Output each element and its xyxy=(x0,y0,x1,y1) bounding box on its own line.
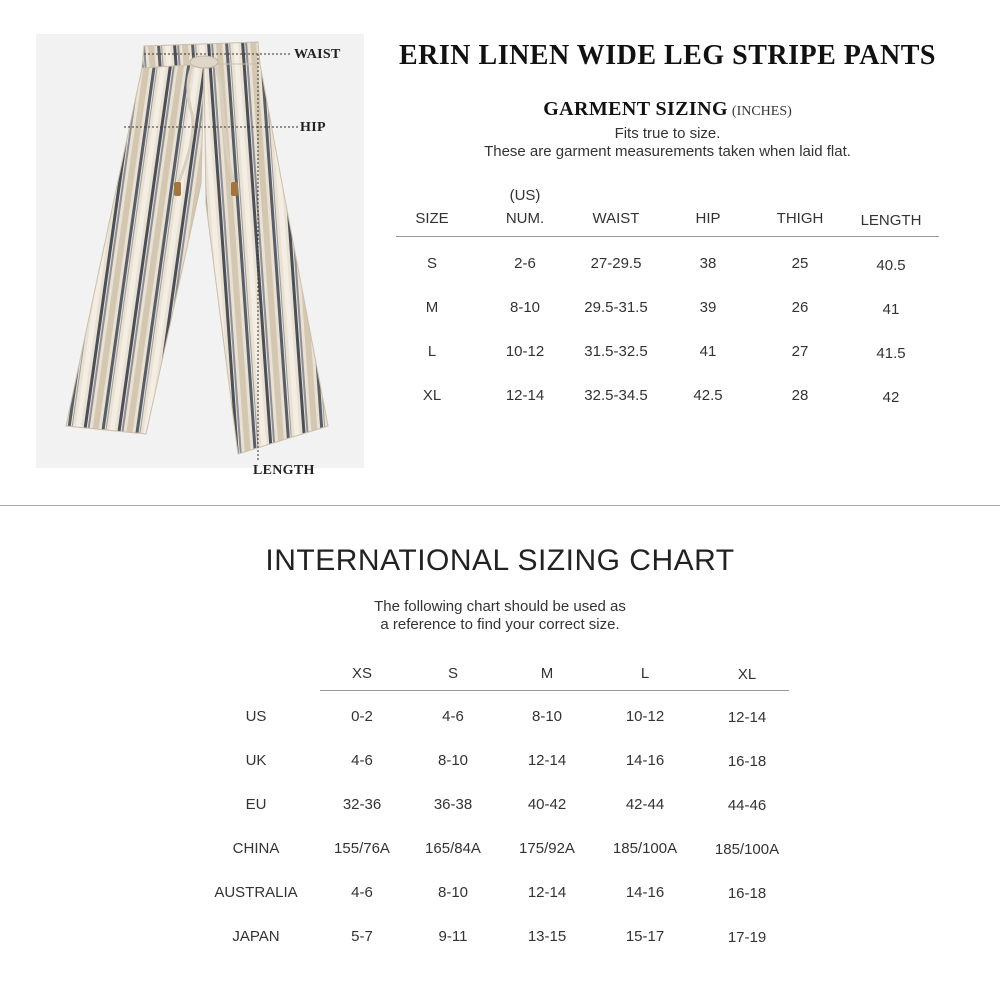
col-header-hip: HIP xyxy=(695,210,721,227)
garment-cell-thigh: 28 xyxy=(791,387,809,404)
intl-col-header: XS xyxy=(351,665,373,682)
intl-cell: 14-16 xyxy=(625,752,665,769)
intl-cell: 40-42 xyxy=(527,796,567,813)
garment-cell-num: 8-10 xyxy=(509,299,541,316)
intl-region-label: UK xyxy=(245,752,267,769)
intl-cell: 17-19 xyxy=(727,929,767,946)
intl-cell: 4-6 xyxy=(351,884,373,901)
garment-cell-size: L xyxy=(427,343,437,360)
intl-cell: 13-15 xyxy=(527,928,567,945)
garment-cell-length: 41.5 xyxy=(876,345,906,362)
intl-region-label: AUSTRALIA xyxy=(214,884,298,901)
garment-sizing-unit: (INCHES) xyxy=(731,104,792,119)
col-header-num-top: (US) xyxy=(509,187,541,204)
intl-cell: 8-10 xyxy=(531,708,563,725)
hip-label: HIP xyxy=(300,120,326,135)
intl-cell: 175/92A xyxy=(519,840,575,857)
garment-cell-thigh: 25 xyxy=(791,255,809,272)
intl-cell: 8-10 xyxy=(437,752,469,769)
col-header-thigh: THIGH xyxy=(776,210,824,227)
intl-cell: 185/100A xyxy=(714,841,780,858)
intl-cell: 32-36 xyxy=(342,796,382,813)
intl-cell: 44-46 xyxy=(727,797,767,814)
garment-cell-waist: 27-29.5 xyxy=(590,255,642,272)
intl-cell: 42-44 xyxy=(625,796,665,813)
garment-cell-hip: 41 xyxy=(699,343,717,360)
col-header-waist: WAIST xyxy=(592,210,640,227)
fit-note-line1: Fits true to size. xyxy=(614,125,721,142)
garment-cell-hip: 38 xyxy=(699,255,717,272)
col-header-num: NUM. xyxy=(505,210,545,227)
garment-cell-size: XL xyxy=(422,387,442,404)
intl-cell: 14-16 xyxy=(625,884,665,901)
international-note-line1: The following chart should be used as xyxy=(374,598,626,615)
waist-label: WAIST xyxy=(294,47,341,62)
intl-cell: 16-18 xyxy=(727,753,767,770)
intl-cell: 0-2 xyxy=(351,708,373,725)
intl-cell: 15-17 xyxy=(625,928,665,945)
garment-cell-size: S xyxy=(426,255,438,272)
intl-col-header: XL xyxy=(737,666,757,683)
intl-cell: 12-14 xyxy=(527,884,567,901)
garment-cell-thigh: 27 xyxy=(791,343,809,360)
intl-cell: 12-14 xyxy=(727,709,767,726)
intl-cell: 8-10 xyxy=(437,884,469,901)
garment-cell-length: 40.5 xyxy=(876,257,906,274)
garment-cell-waist: 32.5-34.5 xyxy=(584,387,648,404)
intl-cell: 165/84A xyxy=(425,840,481,857)
intl-region-label: CHINA xyxy=(232,840,280,857)
garment-sizing-title: GARMENT SIZING xyxy=(543,98,728,120)
intl-cell: 10-12 xyxy=(625,708,665,725)
garment-cell-num: 12-14 xyxy=(505,387,545,404)
intl-cell: 185/100A xyxy=(612,840,678,857)
intl-region-label: JAPAN xyxy=(232,928,280,945)
intl-cell: 16-18 xyxy=(727,885,767,902)
garment-cell-hip: 39 xyxy=(699,299,717,316)
length-label: LENGTH xyxy=(253,463,315,478)
intl-region-label: EU xyxy=(245,796,267,813)
intl-cell: 155/76A xyxy=(334,840,390,857)
intl-col-header: S xyxy=(447,665,459,682)
garment-cell-length: 41 xyxy=(882,301,900,318)
intl-col-header: L xyxy=(640,665,650,682)
garment-cell-hip: 42.5 xyxy=(693,387,723,404)
col-header-size: SIZE xyxy=(415,210,449,227)
col-header-length: LENGTH xyxy=(860,212,922,229)
garment-cell-num: 10-12 xyxy=(505,343,545,360)
intl-cell: 36-38 xyxy=(433,796,473,813)
product-title: ERIN LINEN WIDE LEG STRIPE PANTS xyxy=(399,40,936,71)
international-header-rule xyxy=(320,690,789,691)
international-note-line2: a reference to find your correct size. xyxy=(380,616,620,633)
garment-cell-thigh: 26 xyxy=(791,299,809,316)
garment-cell-waist: 31.5-32.5 xyxy=(584,343,648,360)
garment-cell-num: 2-6 xyxy=(514,255,536,272)
intl-cell: 4-6 xyxy=(442,708,464,725)
intl-cell: 12-14 xyxy=(527,752,567,769)
garment-cell-waist: 29.5-31.5 xyxy=(584,299,648,316)
intl-cell: 4-6 xyxy=(351,752,373,769)
intl-cell: 5-7 xyxy=(351,928,373,945)
international-title: INTERNATIONAL SIZING CHART xyxy=(265,544,735,577)
intl-region-label: US xyxy=(245,708,267,725)
garment-cell-size: M xyxy=(425,299,439,316)
intl-col-header: M xyxy=(540,665,554,682)
intl-cell: 9-11 xyxy=(438,928,468,945)
garment-cell-length: 42 xyxy=(882,389,900,406)
fit-note-line2: These are garment measurements taken when laid flat. xyxy=(484,143,851,160)
